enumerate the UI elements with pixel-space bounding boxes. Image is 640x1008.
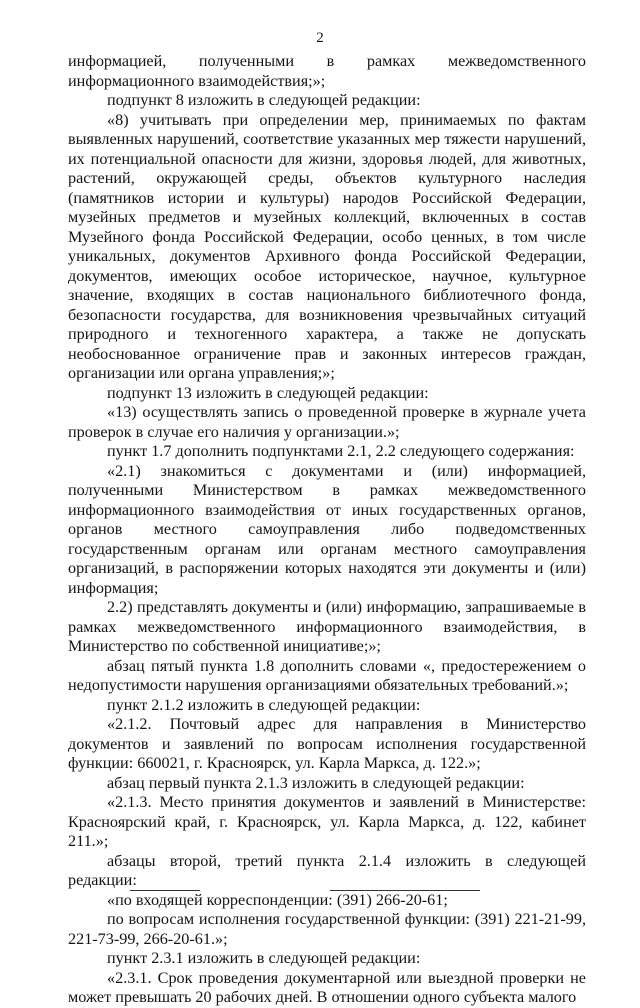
paragraph: «2.1.2. Почтовый адрес для направления в Министерство документов и заявлений по вопросам исполнения государственной функции: 660021, г. Красноярск, ул. Карла Маркса, д. 122.»; xyxy=(68,715,586,772)
paragraph: «2.3.1. Срок проведения документарной или выездной проверки не может превышать 20 рабочих дней. В отношении одного субъекта малого xyxy=(68,968,586,1006)
paragraph: абзац пятый пункта 1.8 дополнить словами «, предостережением о недопустимости нарушения организациями обязательных требований.»; xyxy=(68,656,586,694)
paragraph: 2.2) представлять документы и (или) информацию, запрашиваемые в рамках межведомственного информационного взаимодействия, в Министерство по собственной инициативе;»; xyxy=(68,598,586,655)
paragraph: пункт 1.7 дополнить подпунктами 2.1, 2.2 следующего содержания: xyxy=(107,442,575,460)
document-body xyxy=(68,52,586,1008)
paragraph: подпункт 8 изложить в следующей редакции: xyxy=(107,91,421,109)
scan-edge-mark xyxy=(130,890,200,891)
page-number: 2 xyxy=(316,30,324,46)
paragraph: подпункт 13 изложить в следующей редакции: xyxy=(107,383,429,402)
paragraph: «13) осуществлять запись о проведенной проверке в журнале учета проверок в случае его наличия у организации.»; xyxy=(68,403,586,441)
paragraph: абзацы второй, третий пункта 2.1.4 изложить в следующей редакции: xyxy=(68,851,586,889)
paragraph: пункт 2.1.2 изложить в следующей редакции: xyxy=(107,695,421,714)
paragraph: «8) учитывать при определении мер, принимаемых по фактам выявленных нарушений, соответствие указанных мер тяжести нарушений, их потенциальной опасности для жизни, здоровья людей, для животных, растений, окружающей среды, объектов культурного наследия (памятников истории и культуры) народов Российской Федерации, музейных предметов и музейных коллекций, включенных в состав Музейного фонда Российской Федерации, особо ценных, в том числе уникальных, документов Архивного фонда Российской Федерации, документов, имеющих особое историческое, научное, культурное значение, входящих в состав национального библиотечного фонда, безопасности государства, для возникновения чрезвычайных ситуаций природного и техногенного характера, а также не допускать необоснованное ограничение прав и законных интересов граждан, организации или органа управления;»; xyxy=(68,110,586,382)
paragraph: «2.1.3. Место принятия документов и заявлений в Министерстве: Красноярский край, г. Красноярск, ул. Карла Маркса, д. 122, кабинет 211.»; xyxy=(68,793,586,850)
paragraph: «по входящей корреспонденции: (391) 266-20-61; xyxy=(107,890,448,909)
paragraph: по вопросам исполнения государственной функции: (391) 221-21-99, 221-73-99, 266-20-61.»; xyxy=(68,910,586,948)
paragraph: «2.1) знакомиться с документами и (или) информацией, полученными Министерством в рамках межведомственного информационного взаимодействия от иных государственных органов, органов местного самоуправления либо подведомственных государственным органам или органам местного самоуправления организаций, в распоряжении которых находятся эти документы и (или) информация; xyxy=(68,461,586,597)
paragraph: абзац первый пункта 2.1.3 изложить в следующей редакции: xyxy=(107,773,525,792)
scan-edge-mark xyxy=(330,890,480,891)
paragraph: пункт 2.3.1 изложить в следующей редакции: xyxy=(107,949,421,967)
paragraph: информацией, полученными в рамках межведомственного информационного взаимодействия;»; xyxy=(68,52,586,90)
